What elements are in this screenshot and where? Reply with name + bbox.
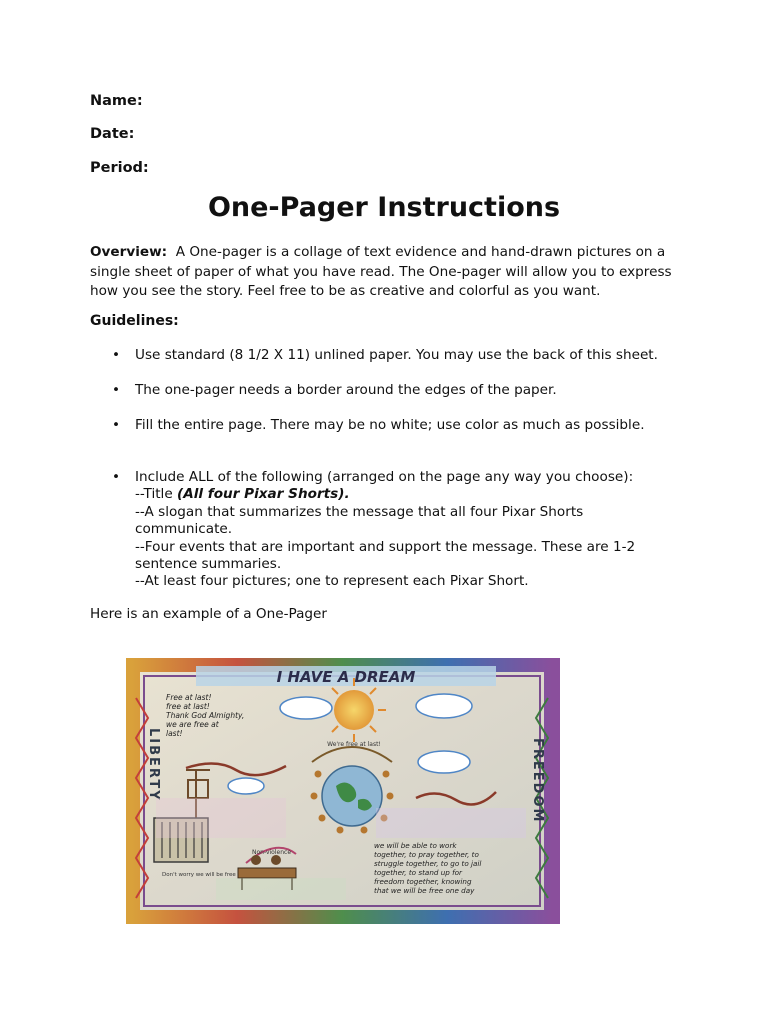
guideline-item [112,417,672,434]
period-label: Period: [90,160,149,176]
quote-bottom-line: together, to stand up for [374,868,463,877]
sub-item-title-emphasis: (All four Pixar Shorts). [177,486,350,503]
guideline-text: Fill the entire page. There may be no white; use color as much as possible. [135,417,645,433]
guideline-text: Include ALL of the following (arranged on the page any way you choose): [135,469,634,485]
bullet-icon: • [112,382,121,398]
quote-top-line: Thank God Almighty, [166,711,245,720]
sub-item-pictures: --At least four pictures; one to represent each Pixar Short. [135,573,529,590]
overview-text: A One-pager is a collage of text evidence and hand-drawn pictures on a single sheet of paper of what you have read. The One-pager will allow you to express how you see the story. Feel free to be as creative and colorful as you want. [90,244,672,299]
bullet-icon: • [112,347,121,363]
quote-bottom-line: struggle together, to go to jail [374,859,482,868]
guideline-text: The one-pager needs a border around the edges of the paper. [135,382,557,398]
small-label-bench: Non-violence [252,849,292,856]
quote-bottom-line: we will be able to work [374,841,457,850]
guidelines-heading: Guidelines: [90,313,179,329]
small-label-top: We're free at last! [327,741,381,748]
guideline-item [112,347,672,364]
sub-item-title [135,486,672,503]
example-one-pager-drawing [126,658,560,924]
sub-item-slogan: --A slogan that summarizes the message that all four Pixar Shorts communicate. [135,503,584,538]
quote-bottom-line: that we will be free one day [374,886,475,895]
quote-top-line: we are free at [166,720,219,729]
quote-top-line: last! [166,729,183,738]
quote-top-line: free at last! [166,702,210,711]
sub-item-events: --Four events that are important and support the message. These are 1-2 sentence summaries. [135,538,636,573]
guideline-text: Use standard (8 1/2 X 11) unlined paper. You may use the back of this sheet. [135,347,658,363]
bullet-icon: • [112,469,121,485]
quote-bottom-line: freedom together, knowing [374,877,472,886]
date-label: Date: [90,126,135,142]
overview-lead: Overview: [90,244,168,260]
quote-bottom-line: together, to pray together, to [374,850,479,859]
page-title: One-Pager Instructions [207,192,561,223]
bullet-icon: • [112,417,121,433]
name-label: Name: [90,93,143,109]
example-one-pager-photo [126,658,560,924]
banner-text: I HAVE A DREAM [276,668,416,686]
sub-item-title-prefix: --Title [135,486,178,503]
guideline-item [112,382,672,399]
left-border-text: LIBERTY [146,728,161,802]
guideline-item [112,469,672,591]
quote-top-line: Free at last! [166,693,212,702]
overview-paragraph [90,243,690,302]
right-border-text: FREEDOM [530,738,545,824]
small-label-left: Don't worry we will be free [162,872,236,878]
example-intro: Here is an example of a One-Pager [90,606,327,622]
